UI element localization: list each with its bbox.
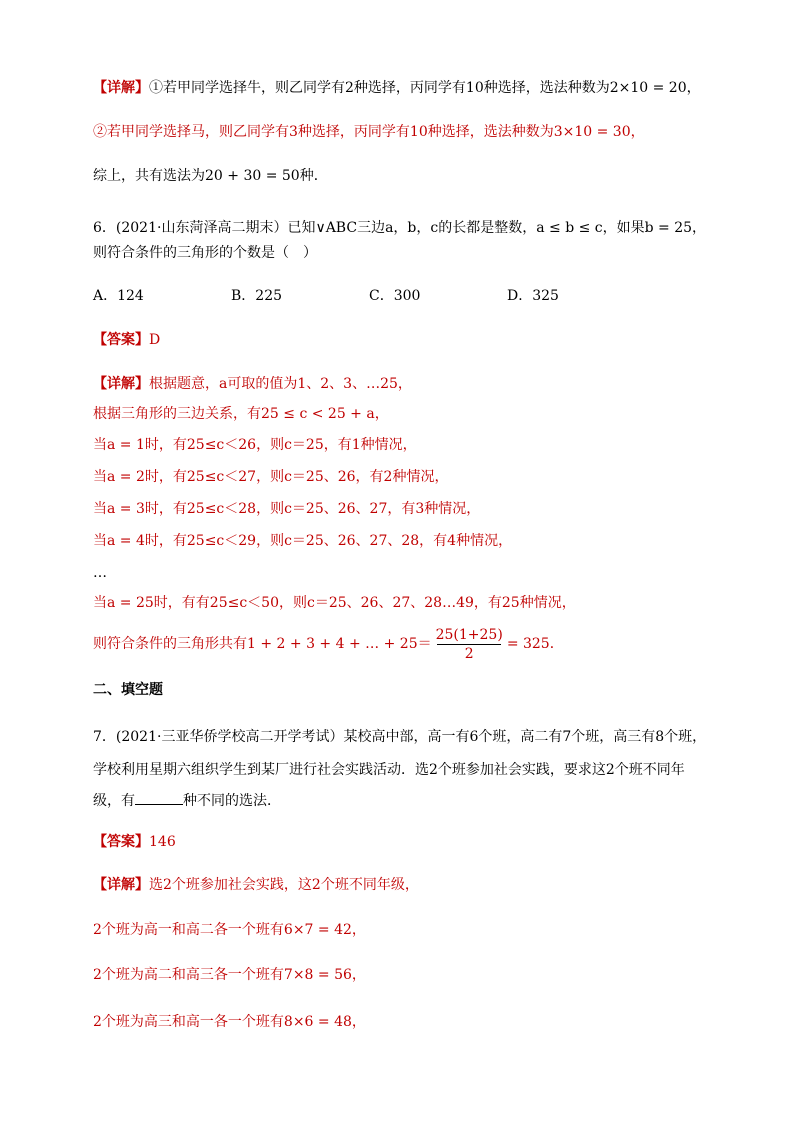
q7-stem-suffix: 种不同的选法． — [183, 793, 281, 809]
answer-value: D — [149, 332, 161, 348]
fraction-denominator: 2 — [437, 644, 501, 663]
sum-fraction — [434, 626, 505, 663]
q7-detail-line-1 — [93, 875, 419, 895]
q6-answer — [93, 330, 160, 350]
fraction-numerator: 25(1+25) — [435, 626, 503, 643]
q6-detail-ellipsis: … — [93, 565, 107, 581]
q6-stem-line-1: 6．(2021·山东菏泽高二期末）已知∨ABC三边a，b，c的长都是整数，a ≤ b ≤ c，如果b = 25， — [93, 220, 707, 236]
q7-detail-line-4: 2个班为高三和高一各一个班有8×6 = 48， — [93, 1014, 366, 1030]
q6-stem-line-2: 则符合条件的三角形的个数是（ ） — [93, 245, 317, 261]
q6-detail-line-3: 当a = 1时，有25≤c＜26，则c＝25，有1种情况， — [93, 437, 417, 453]
q6-option-c: C．300 — [369, 288, 421, 304]
answer-tag: 【答案】 — [93, 332, 149, 348]
q6-option-b: B．225 — [231, 288, 283, 304]
section-heading: 二、填空题 — [93, 682, 163, 698]
detail-text: 选2个班参加社会实践，这2个班不同年级， — [149, 877, 419, 893]
answer-blank — [135, 790, 183, 805]
q6-detail-line-8: 当a = 25时，有有25≤c＜50，则c＝25、26、27、28…49，有25种情况， — [93, 595, 576, 611]
q6-detail-sum — [93, 622, 564, 666]
detail-line-1 — [93, 78, 701, 98]
q6-detail-line-1 — [93, 374, 412, 394]
q7-stem-line-2: 学校利用星期六组织学生到某厂进行社会实践活动．选2个班参加社会实践，要求这2个班不同年 — [93, 762, 685, 778]
detail-text: 根据题意，a可取的值为1、2、3、…25， — [149, 376, 412, 392]
q7-stem-prefix: 级，有 — [93, 793, 135, 809]
sum-result: = 325． — [506, 636, 564, 652]
detail-tag: 【详解】 — [93, 877, 149, 893]
q7-stem-line-1: 7．(2021·三亚华侨学校高二开学考试）某校高中部，高一有6个班，高二有7个班，高三有8个班， — [93, 729, 707, 745]
q7-detail-line-2: 2个班为高一和高二各一个班有6×7 = 42， — [93, 922, 366, 938]
answer-value: 146 — [149, 834, 176, 850]
q6-options — [93, 286, 559, 306]
q7-detail-line-3: 2个班为高二和高三各一个班有7×8 = 56， — [93, 967, 366, 983]
q6-option-d: D．325 — [507, 288, 559, 304]
q7-stem-line-3 — [93, 790, 281, 811]
detail-line-3: 综上，共有选法为20 + 30 = 50种． — [93, 168, 328, 184]
q6-detail-line-4: 当a = 2时，有25≤c＜27，则c＝25、26，有2种情况， — [93, 469, 449, 485]
detail-tag: 【详解】 — [93, 80, 149, 96]
answer-tag: 【答案】 — [93, 834, 149, 850]
sum-prefix: 则符合条件的三角形共有1 + 2 + 3 + 4 + … + 25＝ — [93, 636, 432, 652]
q6-detail-line-2: 根据三角形的三边关系，有25 ≤ c < 25 + a， — [93, 406, 389, 422]
q6-detail-line-5: 当a = 3时，有25≤c＜28，则c＝25、26、27，有3种情况， — [93, 501, 481, 517]
q6-detail-line-6: 当a = 4时，有25≤c＜29，则c＝25、26、27、28，有4种情况， — [93, 533, 513, 549]
q6-option-a: A．124 — [93, 288, 144, 304]
q7-answer — [93, 832, 176, 852]
detail-tag: 【详解】 — [93, 376, 149, 392]
detail-text: ①若甲同学选择牛，则乙同学有2种选择，丙同学有10种选择，选法种数为2×10 = 20， — [149, 80, 701, 96]
detail-line-2: ②若甲同学选择马，则乙同学有3种选择，丙同学有10种选择，选法种数为3×10 = 30， — [93, 124, 645, 140]
